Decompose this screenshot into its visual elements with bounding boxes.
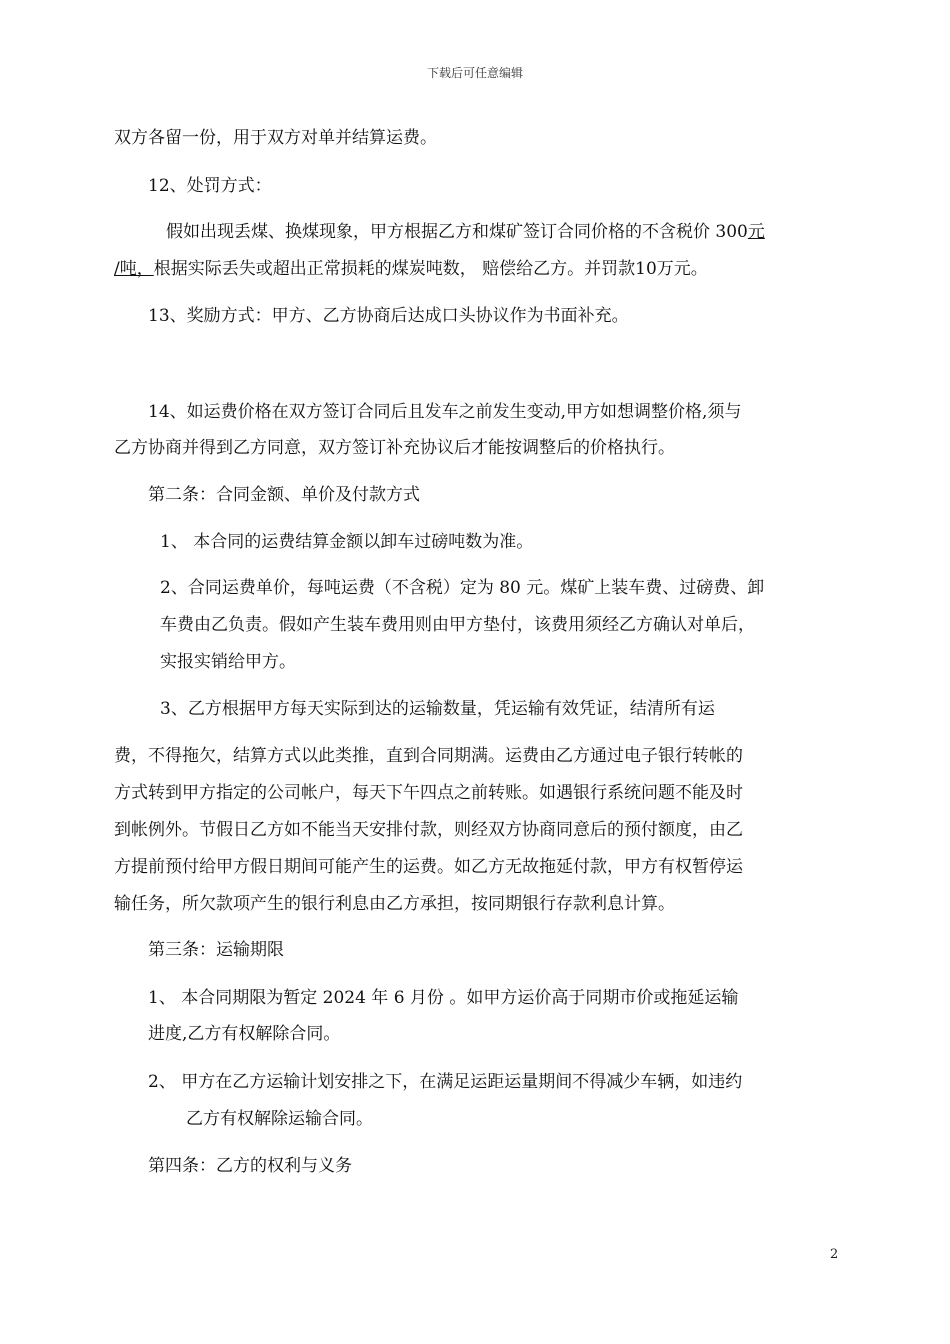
text-line: 方式转到甲方指定的公司帐户，每天下午四点之前转账。如遇银行系统问题不能及时 (114, 783, 743, 803)
text-line: 2、合同运费单价，每吨运费（不含税）定为 80 元。煤矿上装车费、过磅费、卸 (160, 578, 765, 598)
text-run: 假如出现丢煤、换煤现象，甲方根据乙方和煤矿签订合同价格的不含税价 300 (166, 222, 748, 242)
section-heading: 第三条：运输期限 (148, 940, 284, 960)
text-line: 车费由乙负责。假如产生装车费用则由甲方垫付，该费用须经乙方确认对单后， (160, 615, 755, 635)
page-header: 下载后可任意编辑 (426, 66, 523, 80)
text-line: 乙方协商并得到乙方同意，双方签订补充协议后才能按调整后的价格执行。 (114, 438, 675, 458)
text-line: 双方各留一份，用于双方对单并结算运费。 (114, 128, 437, 148)
page-number: 2 (830, 1247, 839, 1262)
underlined-text: /吨， (114, 259, 154, 279)
text-line: 3、乙方根据甲方每天实际到达的运输数量，凭运输有效凭证，结清所有运 (160, 699, 715, 719)
text-line: 乙方有权解除运输合同。 (186, 1109, 373, 1129)
underlined-text: 元 (747, 222, 765, 242)
text-line: 输任务，所欠款项产生的银行利息由乙方承担，按同期银行存款利息计算。 (114, 894, 675, 914)
text-line: 进度,乙方有权解除合同。 (148, 1024, 341, 1044)
text-line: 方提前预付给甲方假日期间可能产生的运费。如乙方无故拖延付款，甲方有权暂停运 (114, 857, 743, 877)
text-run: 根据实际丢失或超出正常损耗的煤炭吨数， 赔偿给乙方。并罚款10万元。 (153, 259, 708, 279)
section-heading: 第二条：合同金额、单价及付款方式 (148, 485, 420, 505)
text-line: 费，不得拖欠，结算方式以此类推，直到合同期满。运费由乙方通过电子银行转帐的 (114, 746, 743, 766)
text-line (166, 220, 765, 244)
text-line: 1、 本合同的运费结算金额以卸车过磅吨数为准。 (160, 532, 534, 552)
text-line: 14、如运费价格在双方签订合同后且发车之前发生变动,甲方如想调整价格,须与 (148, 402, 742, 422)
text-line: 1、 本合同期限为暂定 2024 年 6 月份 。如甲方运价高于同期市价或拖延运输 (148, 988, 739, 1008)
section-heading: 12、处罚方式： (148, 176, 272, 196)
text-line: 到帐例外。节假日乙方如不能当天安排付款，则经双方协商同意后的预付额度，由乙 (114, 820, 743, 840)
text-line: 2、 甲方在乙方运输计划安排之下，在满足运距运量期间不得减少车辆，如违约 (148, 1072, 743, 1092)
text-line: 实报实销给甲方。 (160, 652, 296, 672)
text-line: 13、奖励方式：甲方、乙方协商后达成口头协议作为书面补充。 (148, 306, 629, 326)
text-line (114, 257, 708, 281)
section-heading: 第四条：乙方的权利与义务 (148, 1156, 352, 1176)
